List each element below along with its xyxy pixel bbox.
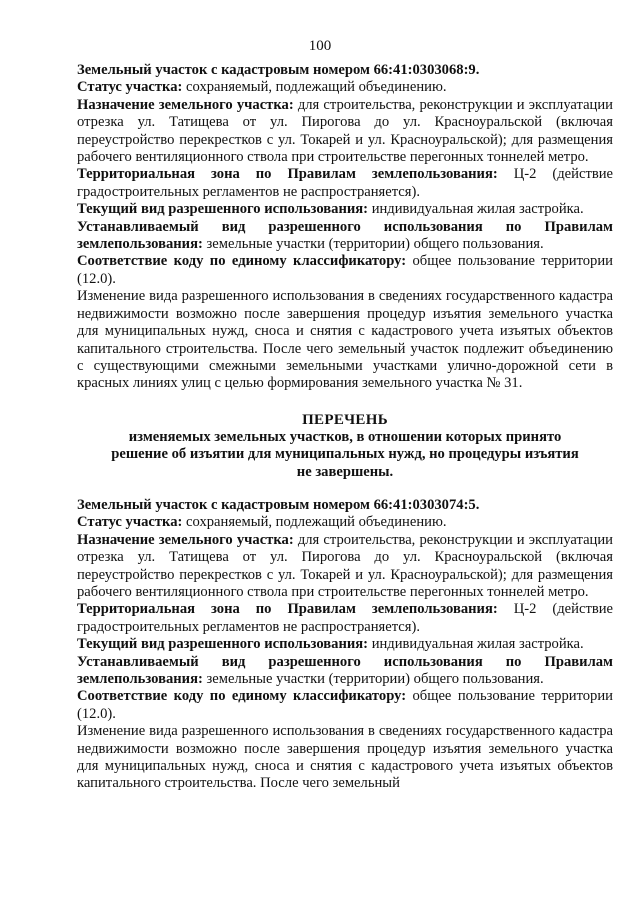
parcel-zone bbox=[77, 601, 613, 636]
parcel-title: Земельный участок с кадастровым номером 66:41:0303068:9. bbox=[77, 62, 480, 78]
zone-value: Ц-2 (действие градостроительных регламентов не распространяется). bbox=[77, 166, 613, 200]
parcel-code bbox=[77, 253, 613, 288]
heading-line-3: не завершены. bbox=[296, 463, 394, 480]
heading-line-2: решение об изъятии для муниципальных нужд, но процедуры изъятия bbox=[111, 446, 579, 463]
parcel-change-text: Изменение вида разрешенного использования в сведениях государственного кадастра недвижимости возможно после завершения процедур изъятия земельного участка для муниципальных нужд, сноса и снятия с кадастрового учета изъятых объектов капитального строительства. После чего земельный участок подлежит объединению с существующими смежными земельными участками улично-дорожной сети в красных линиях улиц с целью формирования земельного участка № 31. bbox=[77, 288, 613, 392]
parcel-change-text: Изменение вида разрешенного использования в сведениях государственного кадастра недвижимости возможно после завершения процедур изъятия земельного участка для муниципальных нужд, сноса и снятия с кадастрового учета изъятых объектов капитального строительства. После чего земельный bbox=[77, 723, 613, 792]
current-use-value: индивидуальная жилая застройка. bbox=[371, 201, 584, 218]
document-body bbox=[77, 62, 613, 793]
page-number: 100 bbox=[308, 38, 332, 54]
parcel-code bbox=[77, 688, 613, 723]
heading-line-1: изменяемых земельных участков, в отношении которых принято bbox=[128, 428, 562, 445]
list-heading bbox=[77, 411, 613, 481]
current-use-value: индивидуальная жилая застройка. bbox=[371, 636, 584, 653]
code-label: Соответствие коду по единому классификатору: bbox=[77, 253, 407, 270]
purpose-value: для строительства, реконструкции и эксплуатации отрезка ул. Татищева от ул. Пирогова до ул. Красноуральской (включая переустройство перекрестков с ул. Токарей и ул. Красноуральской); для размещения рабочего вентиляционного ствола при строительстве перегонных тоннелей метро. bbox=[77, 96, 613, 166]
status-value: сохраняемый, подлежащий объединению. bbox=[186, 79, 447, 96]
purpose-label: Назначение земельного участка: bbox=[77, 531, 294, 548]
parcel-current-use bbox=[77, 201, 613, 218]
zone-value: Ц-2 (действие градостроительных регламентов не распространяется). bbox=[77, 601, 613, 635]
purpose-value: для строительства, реконструкции и эксплуатации отрезка ул. Татищева от ул. Пирогова до ул. Красноуральской (включая переустройство перекрестков с ул. Токарей и ул. Красноуральской); для размещения рабочего вентиляционного ствола при строительстве перегонных тоннелей метро. bbox=[77, 531, 613, 600]
heading-title: ПЕРЕЧЕНЬ bbox=[302, 411, 388, 428]
parcel-purpose bbox=[77, 97, 613, 167]
parcel-status bbox=[77, 514, 613, 531]
current-use-label: Текущий вид разрешенного использования: bbox=[77, 201, 369, 218]
parcel-purpose bbox=[77, 532, 613, 602]
purpose-label: Назначение земельного участка: bbox=[77, 96, 294, 113]
status-value: сохраняемый, подлежащий объединению. bbox=[186, 514, 447, 531]
parcel-title: Земельный участок с кадастровым номером 66:41:0303074:5. bbox=[77, 496, 480, 513]
status-label: Статус участка: bbox=[77, 79, 183, 96]
code-label: Соответствие коду по единому классификатору: bbox=[77, 688, 407, 705]
established-use-label: Устанавливаемый вид разрешенного использования по Правилам землепользования: bbox=[77, 218, 613, 253]
zone-label: Территориальная зона по Правилам землепользования: bbox=[77, 601, 498, 618]
established-use-label: Устанавливаемый вид разрешенного использования по Правилам землепользования: bbox=[77, 653, 613, 687]
parcel-established-use bbox=[77, 219, 613, 254]
parcel-section-2 bbox=[77, 497, 613, 793]
established-use-value: земельные участки (территории) общего пользования. bbox=[206, 671, 544, 687]
parcel-current-use bbox=[77, 636, 613, 653]
code-value: общее пользование территории (12.0). bbox=[77, 688, 613, 722]
established-use-value: земельные участки (территории) общего пользования. bbox=[206, 236, 544, 253]
code-value: общее пользование территории (12.0). bbox=[77, 253, 613, 287]
parcel-zone bbox=[77, 166, 613, 201]
zone-label: Территориальная зона по Правилам землепользования: bbox=[77, 166, 498, 183]
parcel-status bbox=[77, 79, 613, 96]
parcel-established-use bbox=[77, 654, 613, 689]
current-use-label: Текущий вид разрешенного использования: bbox=[77, 636, 369, 653]
status-label: Статус участка: bbox=[77, 514, 183, 531]
parcel-section-1 bbox=[77, 62, 613, 393]
